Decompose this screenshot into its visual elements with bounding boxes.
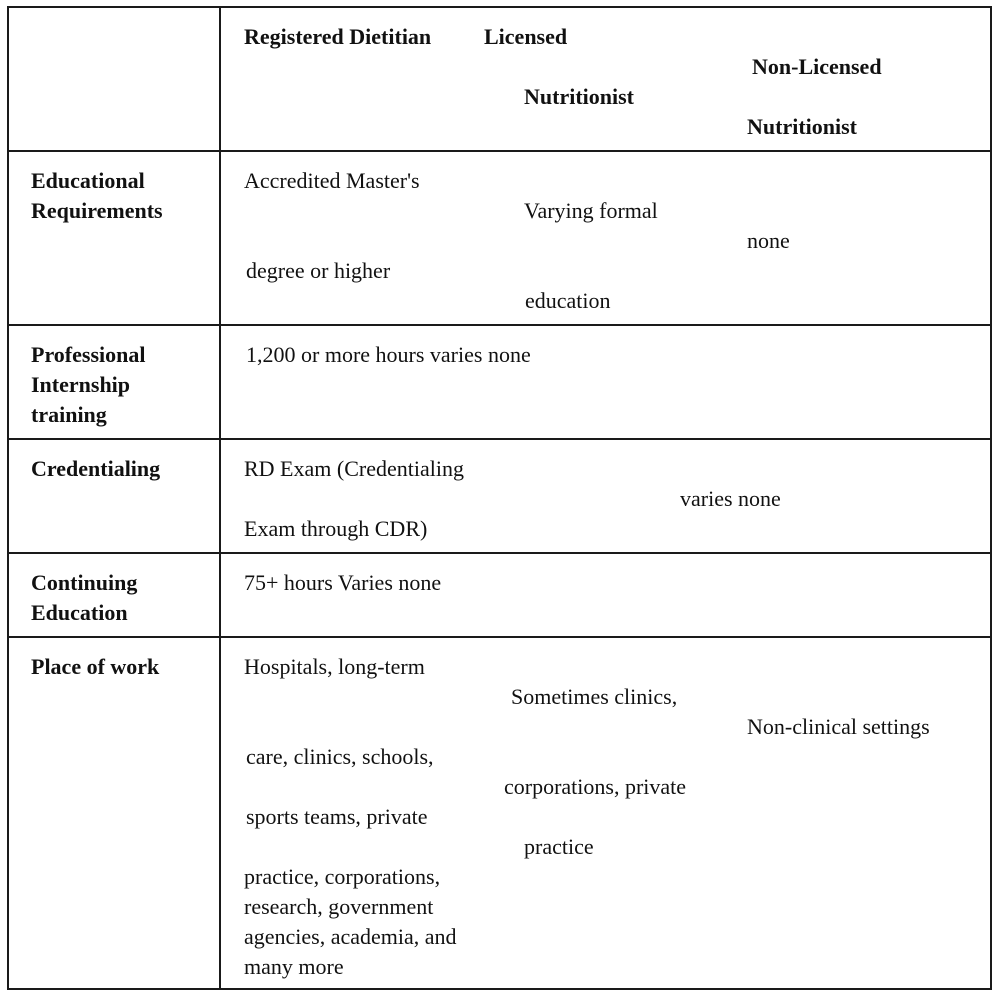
nl-education: none: [747, 228, 790, 253]
internship-values: 1,200 or more hours varies none: [246, 342, 531, 367]
row-label-line: Educational: [31, 168, 145, 193]
row-label-line: Education: [31, 600, 128, 625]
header-non-licensed: Non-Licensed: [752, 54, 882, 79]
ln-education-line: education: [525, 288, 611, 313]
ln-workplace-line: Sometimes clinics,: [511, 684, 678, 709]
row-label-credentialing: [31, 454, 160, 484]
rd-workplace-line: practice, corporations,: [244, 864, 441, 889]
row-divider-education: [7, 324, 992, 326]
row-divider-internship: [7, 438, 992, 440]
rd-workplace-line: sports teams, private: [246, 804, 428, 829]
row-label-line: Place of work: [31, 654, 160, 679]
header-licensed: Licensed: [484, 24, 568, 49]
header-licensed-nutritionist: Nutritionist: [524, 84, 634, 109]
row-divider-credentialing: [7, 552, 992, 554]
row-label-line: Requirements: [31, 198, 163, 223]
row-label-educational-requirements: [31, 166, 163, 226]
row-label-line: Professional: [31, 342, 146, 367]
nl-workplace: Non-clinical settings: [747, 714, 930, 739]
continuing-education-values: 75+ hours Varies none: [244, 570, 442, 595]
row-divider-header: [7, 150, 992, 152]
row-label-line: Continuing: [31, 570, 138, 595]
row-label-line: training: [31, 402, 107, 427]
header-non-licensed-nutritionist: Nutritionist: [747, 114, 857, 139]
row-label-continuing-education: [31, 568, 137, 628]
rd-workplace-line: Hospitals, long-term: [244, 654, 425, 679]
row-label-professional-internship: [31, 340, 145, 430]
rd-workplace-line: care, clinics, schools,: [246, 744, 434, 769]
row-divider-continuing: [7, 636, 992, 638]
ln-nl-credentialing: varies none: [680, 486, 781, 511]
ln-workplace-line: corporations, private: [504, 774, 687, 799]
rd-workplace-line: many more: [244, 954, 344, 979]
row-label-place-of-work: [31, 652, 159, 682]
rd-education-line: degree or higher: [246, 258, 391, 283]
rd-credentialing-line: Exam through CDR): [244, 516, 428, 541]
header-registered-dietitian: Registered Dietitian: [244, 24, 432, 49]
row-label-line: Credentialing: [31, 456, 161, 481]
comparison-table: [7, 6, 992, 990]
column-divider: [219, 6, 221, 990]
row-label-line: Internship: [31, 372, 131, 397]
ln-education-line: Varying formal: [524, 198, 658, 223]
rd-education-line: Accredited Master's: [244, 168, 420, 193]
rd-workplace-line: agencies, academia, and: [244, 924, 457, 949]
rd-workplace-line: research, government: [244, 894, 434, 919]
rd-credentialing-line: RD Exam (Credentialing: [244, 456, 464, 481]
ln-workplace-line: practice: [524, 834, 594, 859]
